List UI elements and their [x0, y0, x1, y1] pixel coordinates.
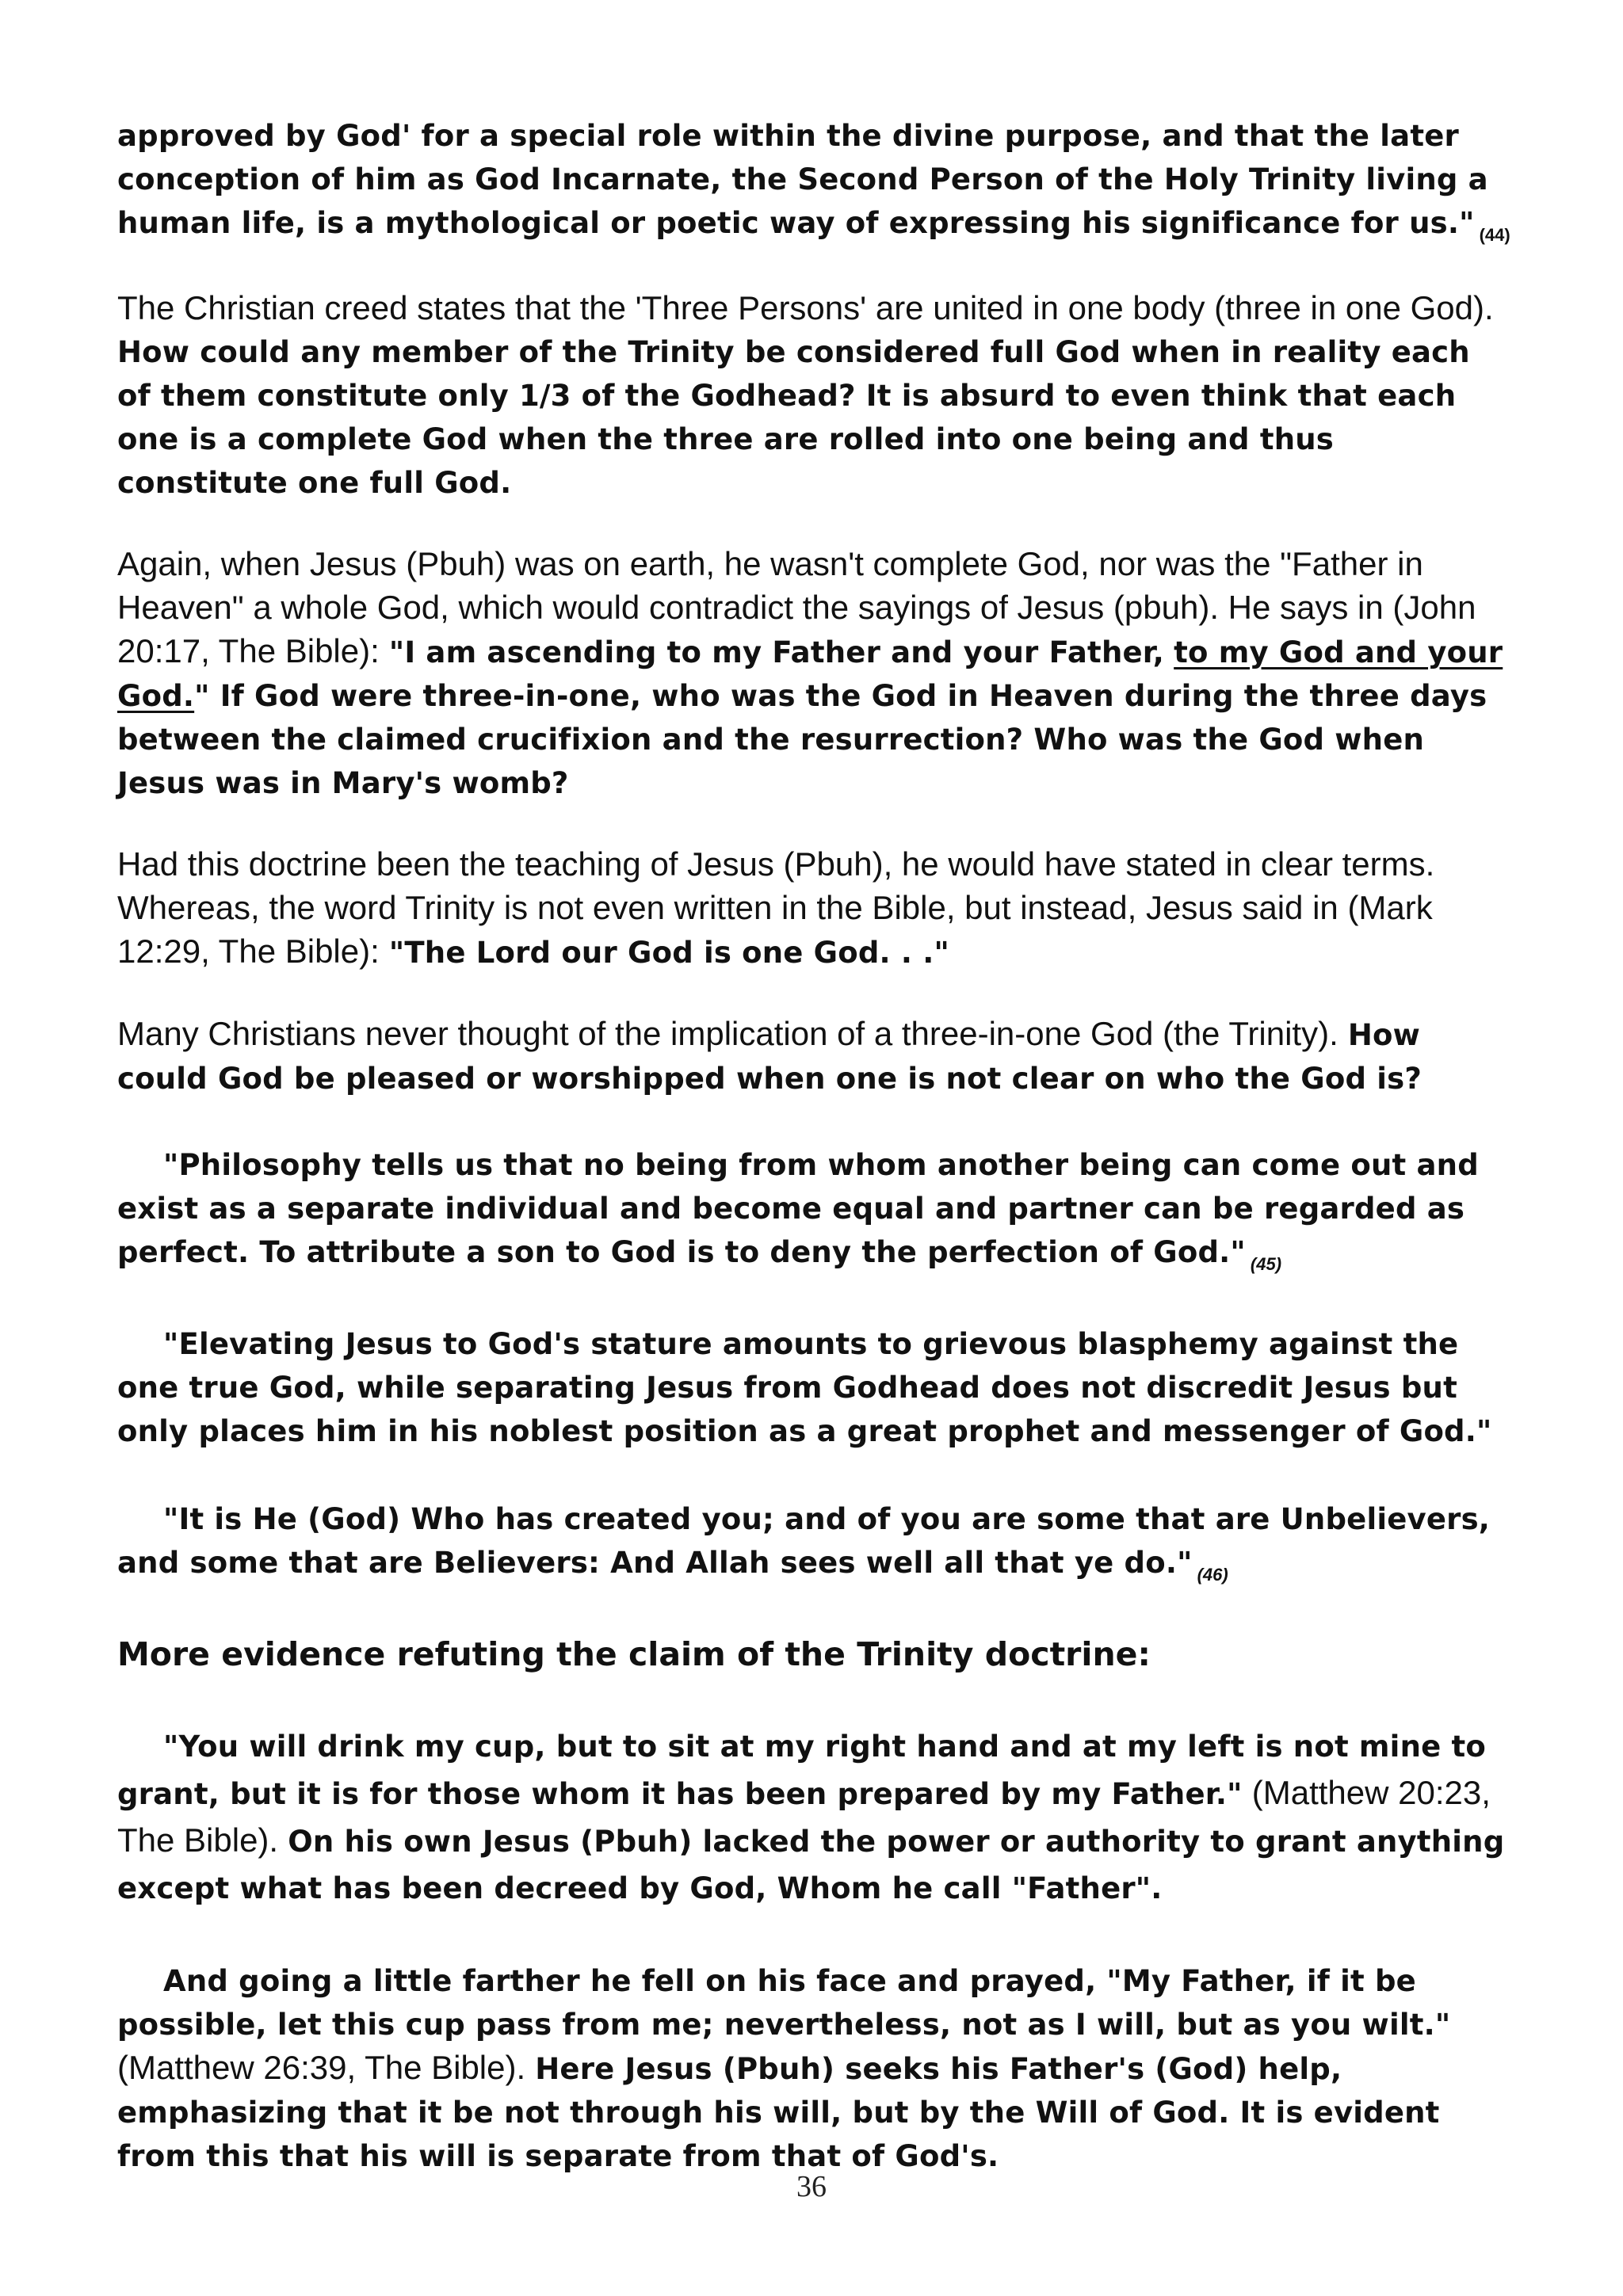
paragraph-10 [117, 1959, 1512, 2178]
paragraph-3-bold-continuation: " If God were three-in-one, who was the God in Heaven during the three days between the claimed crucifixion and the resurrection? Who was the God when Jesus was in Mary's womb? [117, 679, 1487, 800]
paragraph-9 [117, 1723, 1512, 1912]
page-number: 36 [796, 2170, 827, 2203]
paragraph-7-bold: "Elevating Jesus to God's stature amounts to grievous blasphemy against the one true God, while separating Jesus from Godhead does not discredit Jesus but only places him in his noblest position as a great prophet and messenger of God." [117, 1327, 1492, 1448]
paragraph-4 [117, 843, 1512, 974]
footnote-ref-45: (45) [1250, 1254, 1282, 1274]
footnote-ref-44: (44) [1479, 225, 1510, 245]
paragraph-2-bold: How could any member of the Trinity be considered full God when in reality each of them constitute only 1/3 of the Godhead? It is absurd to even think that each one is a complete God when the three are rolled into one being and thus constitute one full God. [117, 335, 1470, 500]
paragraph-9-citation: (Matthew 20:23, The Bible). [117, 1774, 1491, 1859]
paragraph-3-regular: Again, when Jesus (Pbuh) was on earth, he wasn't complete God, nor was the "Father in Heaven" a whole God, which would contradict the sayings of Jesus (pbuh). He says in (John 20:17, The Bible): [117, 545, 1476, 669]
paragraph-8-quote [117, 1497, 1512, 1589]
paragraph-5-regular: Many Christians never thought of the implication of a three-in-one God (the Trinity). [117, 1015, 1338, 1052]
paragraph-1 [117, 114, 1512, 249]
paragraph-5 [117, 1013, 1512, 1100]
paragraph-4-regular: Had this doctrine been the teaching of Jesus (Pbuh), he would have stated in clear terms. Whereas, the word Trinity is not even written in the Bible, but instead, Jesus said in (Mark 12:29, The Bible): [117, 845, 1435, 970]
section-heading: More evidence refuting the claim of the Trinity doctrine: [117, 1635, 1151, 1673]
paragraph-3-bold-quote: "I am ascending to my Father and your Father, [388, 635, 1165, 669]
paragraph-2-regular: The Christian creed states that the 'Three Persons' are united in one body (three in one God). [117, 289, 1494, 326]
paragraph-4-bold-quote: "The Lord our God is one God. . ." [388, 936, 949, 970]
footnote-ref-46: (46) [1197, 1565, 1228, 1585]
paragraph-3 [117, 543, 1512, 805]
paragraph-5-bold: How could God be pleased or worshipped when one is not clear on who the God is? [117, 1018, 1423, 1096]
paragraph-9-bold-quote: "You will drink my cup, but to sit at my right hand and at my left is not mine to grant, but it is for those whom it has been prepared by my Father." [117, 1730, 1486, 1811]
paragraph-6-quote [117, 1143, 1512, 1278]
paragraph-8-bold: "It is He (God) Who has created you; and of you are some that are Unbelievers, and some that are Believers: And Allah sees well all that ye do." [117, 1502, 1491, 1580]
paragraph-10-bold-commentary: Here Jesus (Pbuh) seeks his Father's (God) help, emphasizing that it be not through his will, but by the Will of God. It is evident from this that his will is separate from that of God's. [117, 2052, 1440, 2173]
paragraph-3-underlined-quote: to my God and your God. [117, 635, 1503, 713]
paragraph-10-bold-quote: And going a little farther he fell on his face and prayed, "My Father, if it be possible, let this cup pass from me; nevertheless, not as I will, but as you wilt." [117, 1964, 1451, 2042]
paragraph-10-citation: (Matthew 26:39, The Bible). [117, 2049, 526, 2086]
paragraph-2 [117, 287, 1512, 505]
paragraph-9-bold-commentary: On his own Jesus (Pbuh) lacked the power or authority to grant anything except what has been decreed by God, Whom he call "Father". [117, 1825, 1505, 1905]
paragraph-6-bold: "Philosophy tells us that no being from whom another being can come out and exist as a separate individual and become equal and partner can be regarded as perfect. To attribute a son to God is to deny the perfection of God." [117, 1148, 1479, 1269]
paragraph-1-bold: approved by God' for a special role within the divine purpose, and that the later conception of him as God Incarnate, the Second Person of the Holy Trinity living a human life, is a mythological or poetic way of expressing his significance for us." [117, 119, 1488, 240]
paragraph-7-quote [117, 1322, 1512, 1453]
